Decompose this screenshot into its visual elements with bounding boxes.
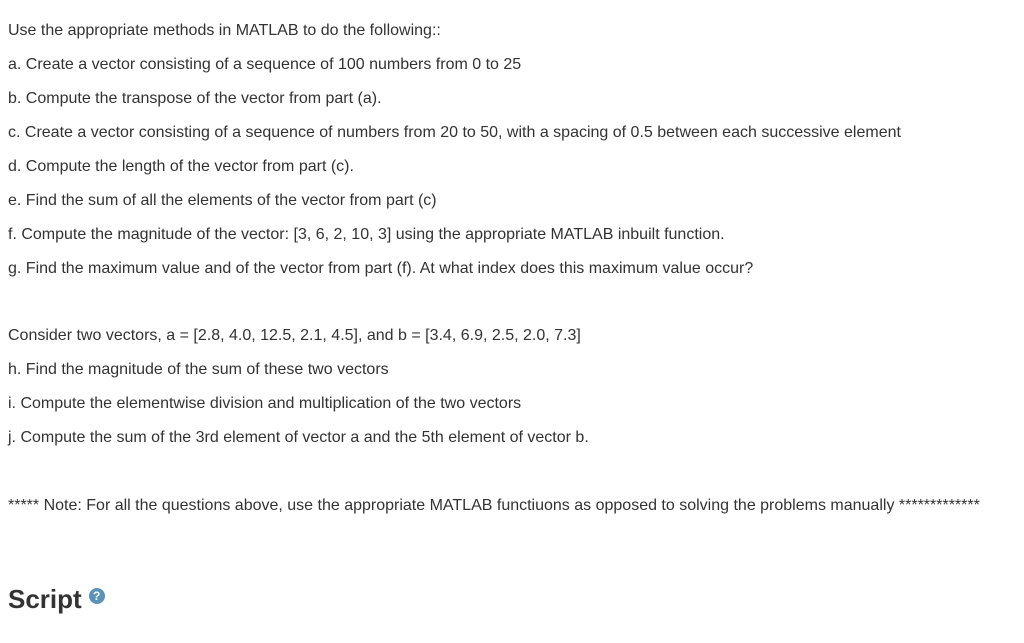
question-part-b: b. Compute the transpose of the vector from part (a).	[8, 90, 382, 107]
question-intro: Use the appropriate methods in MATLAB to do the following::	[8, 22, 441, 39]
help-icon[interactable]: ?	[89, 588, 105, 604]
question-part-i: i. Compute the elementwise division and multiplication of the two vectors	[8, 395, 522, 412]
question-part-a: a. Create a vector consisting of a sequence of 100 numbers from 0 to 25	[8, 56, 522, 73]
question-part-j: j. Compute the sum of the 3rd element of vector a and the 5th element of vector b.	[8, 429, 589, 446]
script-title: Script	[8, 584, 82, 614]
question-part-h: h. Find the magnitude of the sum of these two vectors	[8, 361, 389, 378]
question-note: ***** Note: For all the questions above, use the appropriate MATLAB functiuons as opposed to solving the problems manually *************	[8, 497, 980, 514]
question-vectors-intro: Consider two vectors, a = [2.8, 4.0, 12.5, 2.1, 4.5], and b = [3.4, 6.9, 2.5, 2.0, 7.3]	[8, 327, 581, 344]
question-part-f: f. Compute the magnitude of the vector: [3, 6, 2, 10, 3] using the appropriate MATLAB inbuilt function.	[8, 226, 725, 243]
question-part-g: g. Find the maximum value and of the vector from part (f). At what index does this maximum value occur?	[8, 260, 754, 277]
question-part-d: d. Compute the length of the vector from part (c).	[8, 158, 354, 175]
question-part-c: c. Create a vector consisting of a sequence of numbers from 20 to 50, with a spacing of 0.5 between each successive element	[8, 124, 901, 141]
script-heading	[8, 582, 105, 616]
question-part-e: e. Find the sum of all the elements of the vector from part (c)	[8, 192, 437, 209]
